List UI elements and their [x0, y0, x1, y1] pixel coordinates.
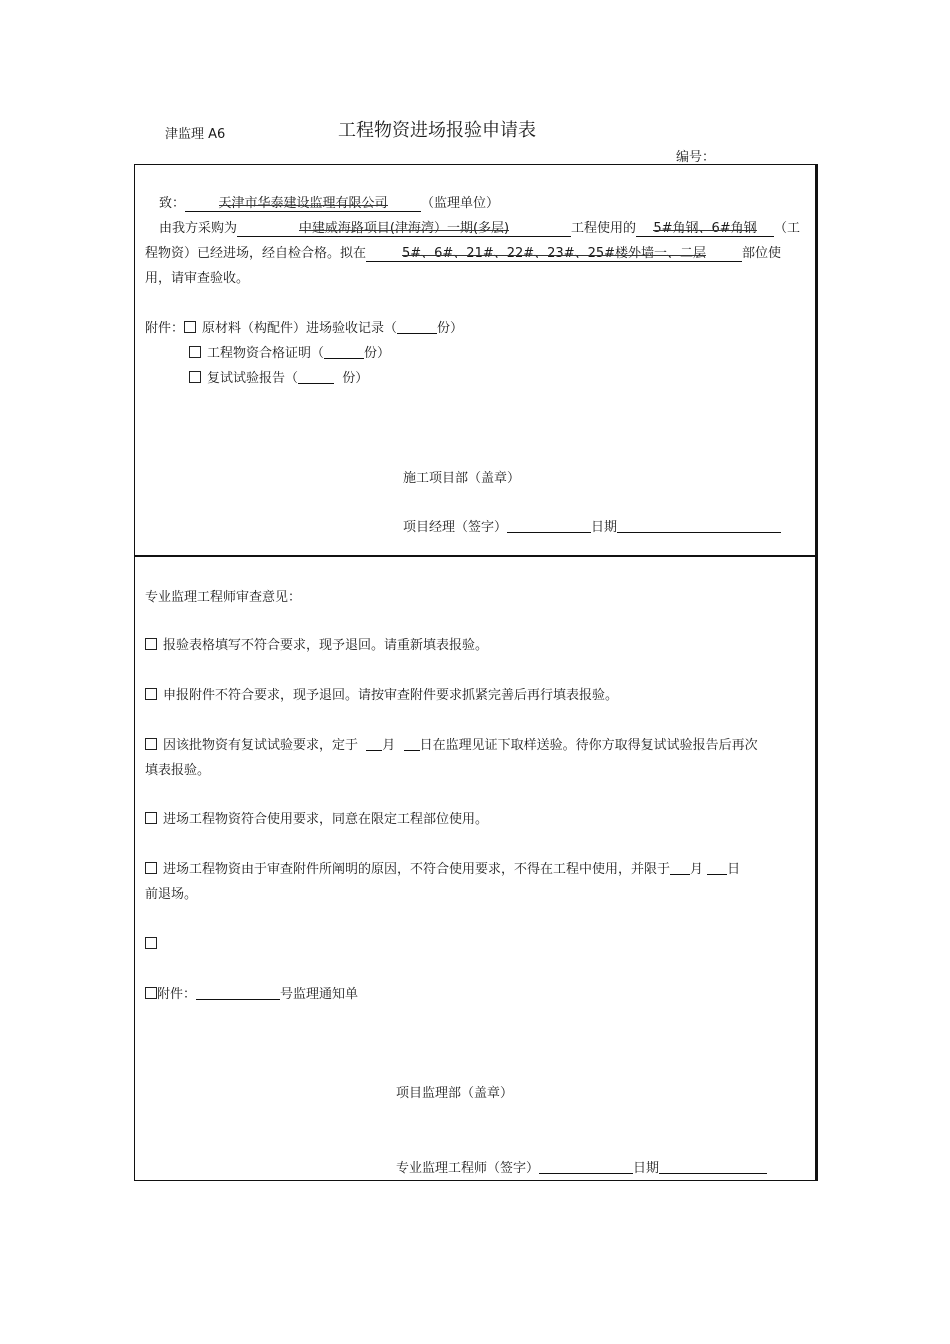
section-divider — [135, 555, 815, 556]
engineer-signature-field[interactable] — [539, 1161, 633, 1174]
engineer-sign-line — [396, 1160, 767, 1178]
engineer-sign-label: 专业监理工程师（签字） — [396, 1161, 540, 1176]
exit-month-label: 月 — [690, 862, 704, 877]
checkbox-icon[interactable] — [145, 638, 157, 650]
form-code: 津监理 A6 — [165, 127, 226, 142]
request-line: 用，请审查验收。 — [145, 271, 250, 286]
review-option-2 — [145, 687, 618, 705]
attachment-1-label: 原材料（构配件）进场验收记录（ — [202, 321, 398, 336]
attachment-3-unit: 份） — [342, 371, 369, 386]
purchase-suffix: （工 — [774, 221, 801, 236]
notice-attachment-suffix: 号监理通知单 — [280, 987, 359, 1002]
engineer-date-label: 日期 — [633, 1161, 660, 1176]
attachment-1-unit: 份） — [437, 321, 464, 336]
review-heading: 专业监理工程师审查意见： — [145, 590, 302, 605]
checkbox-icon[interactable] — [145, 688, 157, 700]
notice-number-field[interactable] — [196, 987, 280, 1000]
review-option-1 — [145, 637, 488, 655]
review-option-3 — [145, 737, 758, 755]
attachment-2-count[interactable] — [324, 346, 364, 359]
attachment-row-3 — [189, 370, 368, 388]
to-label: 致： — [159, 196, 186, 211]
notice-attachment-line — [145, 986, 358, 1004]
sampling-day-field[interactable] — [404, 738, 420, 751]
supervisor-unit-field[interactable] — [185, 196, 421, 212]
sampling-month-field[interactable] — [366, 738, 382, 751]
attachment-row-1 — [145, 320, 463, 338]
checkbox-icon[interactable] — [184, 321, 196, 333]
review-option-2-text: 申报附件不符合要求，现予退回。请按审查附件要求抓紧完善后再行填表报验。 — [163, 688, 619, 703]
notice-attachment-label: 附件： — [157, 987, 197, 1002]
location-line — [145, 245, 781, 263]
review-option-5 — [145, 861, 740, 879]
manager-sign-line — [403, 519, 781, 537]
review-option-5-text: 进场工程物资由于审查附件所阐明的原因，不符合使用要求，不得在工程中使用，并限于 — [163, 862, 671, 877]
checkbox-icon[interactable] — [145, 862, 157, 874]
location-field[interactable] — [366, 246, 742, 262]
purchase-mid: 工程使用的 — [571, 221, 637, 236]
checkbox-icon[interactable] — [145, 987, 157, 999]
attachment-3-count[interactable] — [298, 371, 334, 384]
checkbox-icon[interactable] — [189, 371, 201, 383]
location-value: 5#、6#、21#、22#、23#、25#楼外墙一、二层 — [401, 246, 707, 261]
construction-dept-seal: 施工项目部（盖章） — [403, 471, 521, 486]
form-table — [134, 164, 816, 1181]
review-option-4-text: 进场工程物资符合使用要求，同意在限定工程部位使用。 — [163, 812, 489, 827]
page-title: 工程物资进场报验申请表 — [338, 120, 536, 141]
supervisor-unit-suffix: （监理单位） — [421, 196, 500, 211]
attachment-row-2 — [189, 345, 390, 363]
supervision-dept-seal: 项目监理部（盖章） — [396, 1086, 514, 1101]
checkbox-icon[interactable] — [189, 346, 201, 358]
engineer-date-field[interactable] — [659, 1161, 767, 1174]
review-option-6 — [145, 936, 163, 954]
serial-number-label: 编号： — [676, 150, 716, 165]
attachment-2-label: 工程物资合格证明（ — [207, 346, 325, 361]
manager-sign-label: 项目经理（签字） — [403, 520, 508, 535]
exit-day-field[interactable] — [707, 862, 727, 875]
exit-day-label: 日 — [727, 862, 741, 877]
manager-date-field[interactable] — [617, 520, 781, 533]
project-name-field[interactable] — [237, 221, 571, 237]
manager-date-label: 日期 — [591, 520, 618, 535]
review-option-3-text-2: 日在监理见证下取样送验。待你方取得复试试验报告后再次 — [419, 738, 758, 753]
material-value: 5#角钢、6#角钢 — [653, 221, 757, 236]
manager-signature-field[interactable] — [507, 520, 591, 533]
addressee-line — [159, 195, 499, 213]
attachment-1-count[interactable] — [397, 321, 437, 334]
checkbox-icon[interactable] — [145, 937, 157, 949]
attachments-label: 附件： — [145, 321, 185, 336]
checkbox-icon[interactable] — [145, 738, 157, 750]
exit-month-field[interactable] — [670, 862, 690, 875]
supervisor-unit-value: 天津市华泰建设监理有限公司 — [218, 196, 388, 211]
project-name-value: 中建威海路项目(津海湾）一期(多层) — [298, 221, 510, 236]
review-option-3-text: 因该批物资有复试试验要求，定于 — [163, 738, 359, 753]
attachment-2-unit: 份） — [364, 346, 391, 361]
review-option-3-line2: 填表报验。 — [145, 763, 211, 778]
material-field[interactable] — [636, 221, 774, 237]
purchase-line — [159, 220, 800, 238]
checkbox-icon[interactable] — [145, 812, 157, 824]
review-option-4 — [145, 811, 488, 829]
attachment-3-label: 复试试验报告（ — [207, 371, 299, 386]
review-option-1-text: 报验表格填写不符合要求，现予退回。请重新填表报验。 — [163, 638, 489, 653]
location-prefix: 程物资）已经进场，经自检合格。拟在 — [145, 246, 367, 261]
review-option-5-line2: 前退场。 — [145, 887, 198, 902]
purchase-prefix: 由我方采购为 — [159, 221, 238, 236]
sampling-month-label: 月 — [382, 738, 396, 753]
location-suffix: 部位使 — [742, 246, 782, 261]
